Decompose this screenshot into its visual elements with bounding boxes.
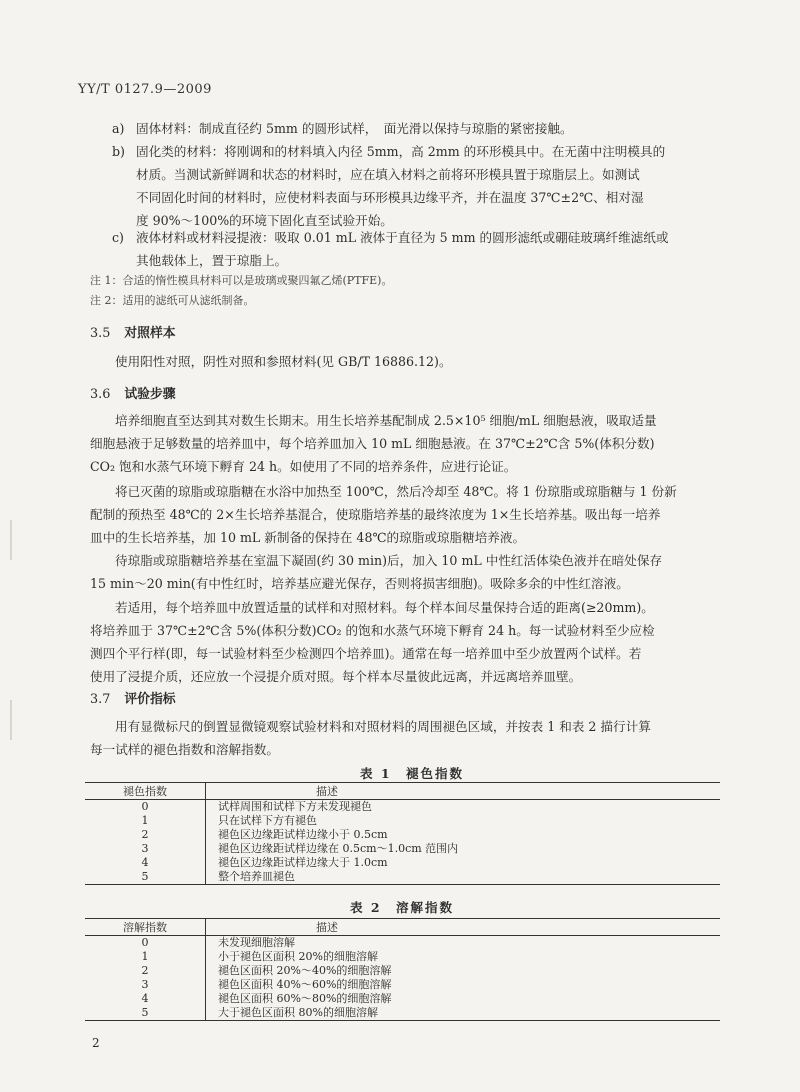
table-cell: 2 xyxy=(85,964,206,978)
table-cell: 4 xyxy=(85,856,206,870)
table-cell: 3 xyxy=(85,978,206,992)
section-heading-3-7 xyxy=(90,688,176,707)
table-1-title: 表 1 褪色指数 xyxy=(360,766,465,781)
table-row xyxy=(85,814,720,828)
table-2-title: 表 2 溶解指数 xyxy=(350,900,455,915)
table-row xyxy=(85,964,720,978)
table-cell: 褪色区面积 40%～60%的细胞溶解 xyxy=(218,978,392,991)
text-line: 不同固化时间的材料时，应使材料表面与环形模具边缘平齐，并在温度 37℃±2℃、相对湿 xyxy=(136,190,644,205)
table-cell: 未发现细胞溶解 xyxy=(218,936,295,949)
list-marker: c) xyxy=(112,230,124,245)
table-cell: 小于褪色区面积 20%的细胞溶解 xyxy=(218,950,378,963)
table-cell: 5 xyxy=(85,870,206,885)
table-header-cell: 描述 xyxy=(206,783,721,800)
table-cell: 5 xyxy=(85,1006,206,1021)
table-cell: 试样周围和试样下方未发现褪色 xyxy=(218,800,372,813)
table-row xyxy=(85,842,720,856)
table-cell: 整个培养皿褪色 xyxy=(206,870,721,885)
table-cell: 2 xyxy=(85,828,206,842)
table-row xyxy=(85,936,720,951)
list-item-a xyxy=(112,117,573,140)
section-title: 评价指标 xyxy=(124,692,176,707)
section-title: 对照样本 xyxy=(124,326,176,341)
list-marker: a) xyxy=(112,121,125,136)
text-line: 将培养皿于 37℃±2℃含 5%(体积分数)CO₂ 的饱和水蒸气环境下孵育 24 h。每一试验材料至少应检 xyxy=(90,623,655,638)
text-line: 固化类的材料：将刚调和的材料填入内径 5mm，高 2mm 的环形模具中。在无菌中注明模具的 xyxy=(136,144,666,159)
standard-code-header: YY/T 0127.9—2009 xyxy=(78,82,212,97)
binding-mark xyxy=(10,520,12,560)
section-title: 试验步骤 xyxy=(124,387,176,402)
table-cell: 3 xyxy=(85,842,206,856)
table-header-row xyxy=(85,783,720,800)
table-row xyxy=(85,856,720,870)
table-cell: 褪色区面积 60%～80%的细胞溶解 xyxy=(218,992,392,1005)
list-item-c xyxy=(112,226,668,272)
table-cell: 1 xyxy=(85,950,206,964)
text-line: 其他载体上，置于琼脂上。 xyxy=(136,253,288,268)
table-cell: 褪色区边缘距试样边缘大于 1.0cm xyxy=(218,856,388,869)
paragraph xyxy=(90,715,710,761)
table-cell: 0 xyxy=(85,936,206,951)
table-header-row xyxy=(85,919,720,936)
table-row xyxy=(85,800,720,815)
table-row xyxy=(85,828,720,842)
table-cell: 大于褪色区面积 80%的细胞溶解 xyxy=(206,1006,721,1021)
list-item-b xyxy=(112,140,665,232)
binding-mark xyxy=(10,700,12,740)
text-line: 使用阳性对照，阴性对照和参照材料(见 GB/T 16886.12)。 xyxy=(115,354,452,369)
text-line: CO₂ 饱和水蒸气环境下孵育 24 h。如使用了不同的培养条件，应进行论证。 xyxy=(90,459,517,474)
section-heading-3-5 xyxy=(90,322,176,341)
text-line: 测四个平行样(即，每一试验材料至少检测四个培养皿)。通常在每一培养皿中至少放置两个试样。若 xyxy=(90,646,642,661)
note-2: 注 2：适用的滤纸可从滤纸制备。 xyxy=(90,294,255,307)
text-line: 度 90%～100%的环境下固化直至试验开始。 xyxy=(136,213,393,228)
paragraph xyxy=(90,596,710,688)
text-line: 皿中的生长培养基，加 10 mL 新制备的保持在 48℃的琼脂或琼脂糖培养液。 xyxy=(90,530,526,545)
table-row xyxy=(85,992,720,1006)
table-2-lysis-index xyxy=(85,918,720,1021)
paragraph xyxy=(90,549,710,595)
table-cell: 1 xyxy=(85,814,206,828)
section-number: 3.6 xyxy=(90,387,111,402)
table-header-cell: 溶解指数 xyxy=(85,919,206,936)
text-line: 15 min～20 min(有中性红时，培养基应避光保存，否则将损害细胞)。吸除多余的中性红溶液。 xyxy=(90,576,629,591)
text-line: 若适用，每个培养皿中放置适量的试样和对照材料。每个样本间尽量保持合适的距离(≥20mm)。 xyxy=(115,600,654,615)
text-line: 用有显微标尺的倒置显微镜观察试验材料和对照材料的周围褪色区域，并按表 1 和表 2 描行计算 xyxy=(115,719,651,734)
text-line: 待琼脂或琼脂糖培养基在室温下凝固(约 30 min)后，加入 10 mL 中性红活体染色液并在暗处保存 xyxy=(115,553,663,568)
table-row xyxy=(85,950,720,964)
text-line: 培养细胞直至达到其对数生长期末。用生长培养基配制成 2.5×10⁵ 细胞/mL 细胞悬液，吸取适量 xyxy=(115,413,657,428)
section-heading-3-6 xyxy=(90,383,176,402)
text-line: 固体材料：制成直径约 5mm 的圆形试样， 面光滑以保持与琼脂的紧密接触。 xyxy=(136,121,573,136)
table-header-cell: 描述 xyxy=(206,919,721,936)
section-number: 3.5 xyxy=(90,326,111,341)
paragraph xyxy=(90,480,710,549)
table-cell: 只在试样下方有褪色 xyxy=(218,814,317,827)
section-number: 3.7 xyxy=(90,692,111,707)
text-line: 材质。当测试新鲜调和状态的材料时，应在填入材料之前将环形模具置于琼脂层上。如测试 xyxy=(136,167,640,182)
table-cell: 褪色区面积 20%～40%的细胞溶解 xyxy=(218,964,392,977)
note-1: 注 1：合适的惰性模具材料可以是玻璃或聚四氟乙烯(PTFE)。 xyxy=(90,274,393,287)
table-row xyxy=(85,978,720,992)
text-line: 液体材料或材料浸提液：吸取 0.01 mL 液体于直径为 5 mm 的圆形滤纸或硼硅玻璃纤维滤纸或 xyxy=(136,230,669,245)
list-marker: b) xyxy=(112,144,125,159)
table-1-discoloration-index xyxy=(85,782,720,885)
table-cell: 褪色区边缘距试样边缘小于 0.5cm xyxy=(218,828,388,841)
text-line: 使用了浸提介质，还应放一个浸提介质对照。每个样本尽量彼此远离，并远离培养皿壁。 xyxy=(90,669,582,684)
text-line: 将已灭菌的琼脂或琼脂糖在水浴中加热至 100℃，然后冷却至 48℃。将 1 份琼脂或琼脂糖与 1 份新 xyxy=(115,484,677,499)
paragraph xyxy=(90,350,710,373)
table-cell: 4 xyxy=(85,992,206,1006)
table-cell: 0 xyxy=(85,800,206,815)
table-header-cell: 褪色指数 xyxy=(85,783,206,800)
table-row xyxy=(85,870,720,885)
text-line: 细胞悬液于足够数量的培养皿中，每个培养皿加入 10 mL 细胞悬液。在 37℃±2℃含 5%(体积分数) xyxy=(90,436,655,451)
text-line: 每一试样的褪色指数和溶解指数。 xyxy=(90,742,279,757)
table-cell: 褪色区边缘距试样边缘在 0.5cm～1.0cm 范围内 xyxy=(218,842,459,855)
paragraph xyxy=(90,409,710,478)
table-row xyxy=(85,1006,720,1021)
page-number: 2 xyxy=(92,1036,100,1050)
text-line: 配制的预热至 48℃的 2×生长培养基混合，使琼脂培养基的最终浓度为 1×生长培养基。吸出每一培养 xyxy=(90,507,661,522)
